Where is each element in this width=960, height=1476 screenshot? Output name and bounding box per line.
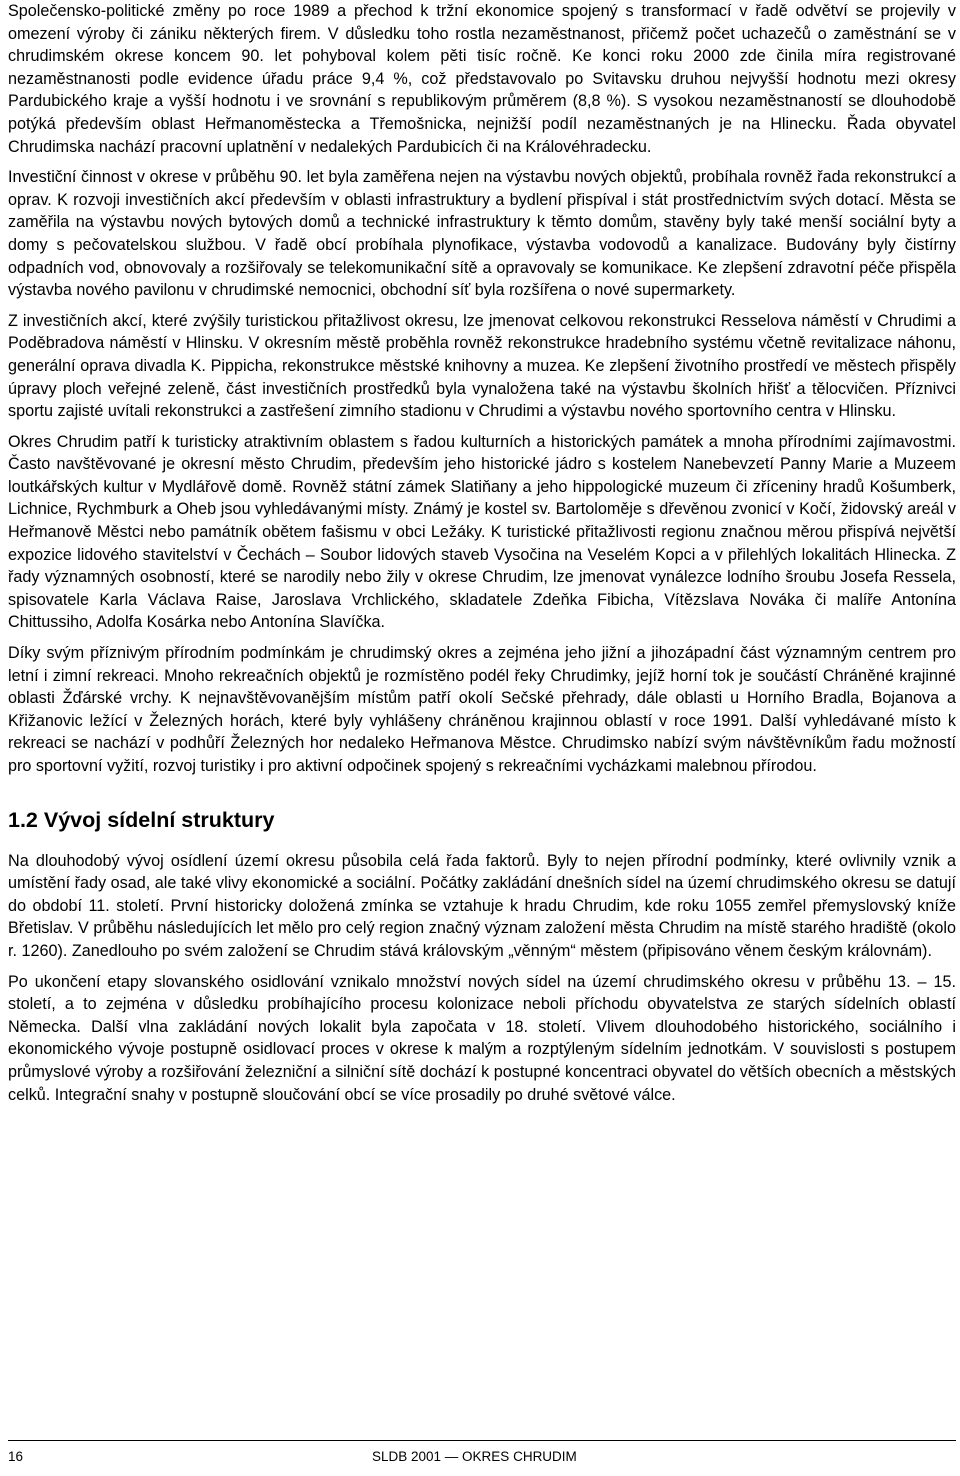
running-title: SLDB 2001 — OKRES CHRUDIM bbox=[372, 1449, 577, 1464]
paragraph-settlement-development: Po ukončení etapy slovanského osidlování vznikalo množství nových sídel na území chrudimského okresu v průběhu 13. – 15. století, a to zejména v důsledku probíhajícího procesu kolonizace neboli příchodu obyvatelstva ze starých sídelních oblastí Německa. Další vlna zakládání nových lokalit byla započata v 18. století. Vlivem dlouhodobého historického, sociálního i ekonomického vývoje postupně osidlovací proces v okrese k malým a rozptýleným sídelním jednotkám. V souvislosti s postupem průmyslové výroby a rozšiřování železniční a silniční sítě dochází k postupné koncentraci obyvatel do větších obecních a městských celků. Integrační snahy v postupně sloučování obcí se více prosadily po druhé světové válce. bbox=[8, 972, 956, 1104]
paragraph-tourism-investment: Z investičních akcí, které zvýšily turistickou přitažlivost okresu, lze jmenovat celkovou rekonstrukci Resselova náměstí v Chrudimi a Poděbradova náměstí v Hlinsku. V okresním městě proběhla rovněž rekonstrukce hradebního systému včetně revitalizace náhonu, generální oprava divadla K. Pippicha, rekonstrukce městské knihovny a muzea. Ke zlepšení životního prostředí ve městech přispěly úpravy ploch veřejné zeleně, část investičních prostředků byla vynaložena také na výstavbu školních hřišť a tělocvičen. Příznivci sportu zajisté uvítali rekonstrukci a zastřešení zimního stadionu v Chrudimi a výstavbu nového sportovního centra v Hlinsku. bbox=[8, 311, 956, 421]
section-heading: 1.2 Vývoj sídelní struktury bbox=[8, 807, 275, 832]
paragraph-settlement-history: Na dlouhodobý vývoj osídlení území okresu působila celá řada faktorů. Byly to nejen přírodní podmínky, které ovlivnily vznik a umístění řady osad, ale také vlivy ekonomické a sociální. Počátky zakládání dnešních sídel na území chrudimského okresu se datují do období 11. století. První historicky doložená zmínka se vztahuje k hradu Chrudim, kde roku 1055 zemřel přemyslovský kníže Břetislav. V průběhu následujících let mělo pro celý region značný význam založení města Chrudim na místě starého hradiště (okolo r. 1260). Zanedlouho po svém založení se Chrudim stává královským „věnným“ městem (připisováno věnem českým královnám). bbox=[8, 851, 956, 960]
paragraph-unemployment: Společensko-politické změny po roce 1989 a přechod k tržní ekonomice spojený s transformací v řadě odvětví se projevily v omezení výroby či zániku některých firem. V důsledku toho rostla nezaměstnanost, přičemž počet uchazečů o zaměstnání se v chrudimském okrese koncem 90. let pohyboval kolem pěti tisíc ročně. Ke konci roku 2000 zde činila míra registrované nezaměstnanosti podle evidence úřadu práce 9,4 %, což představovalo po Svitavsku druhou nejvyšší hodnotu mezi okresy Pardubického kraje a vyšší hodnotu i ve srovnání s republikovým průměrem (8,8 %). S vysokou nezaměstnaností se dlouhodobě potýká především oblast Heřmanoměstecka a Třemošnicka, nejnižší podíl nezaměstnaných je na Hlinecku. Řada obyvatel Chrudimska nachází pracovní uplatnění v nedalekých Pardubicích či na Královéhradecku. bbox=[8, 2, 956, 156]
paragraph-tourism-attractions: Okres Chrudim patří k turisticky atraktivním oblastem s řadou kulturních a historických památek a mnoha přírodními zajímavostmi. Často navštěvované je okresní město Chrudim, především jeho historické jádro s kostelem Nanebevzetí Panny Marie a Muzeem loutkářských kultur v Mydlářově domě. Rovněž státní zámek Slatiňany a jeho hippologické muzeum či zříceniny hradů Košumberk, Lichnice, Rychmburk a Oheb jsou vyhledávanými místy. Známý je kostel sv. Bartoloměje s dřevěnou zvonicí v Kočí, židovský areál v Heřmanově Městci nebo památník obětem fašismu v obci Ležáky. K turistické přitažlivosti regionu značnou měrou přispívá největší expozice lidového stavitelství v Čechách – Soubor lidových staveb Vysočina na Veselém Kopci a v přilehlých lokalitách Hlinecka. Z řady významných osobností, které se narodily nebo žily v okrese Chrudim, lze jmenovat vynálezce lodního šroubu Josefa Ressela, spisovatele Karla Václava Raise, Jaroslava Vrchlického, skladatele Zdeňka Fibicha, Vítězslava Nováka či malíře Antonína Chittussiho, Adolfa Kosárka nebo Antonína Slavíčka. bbox=[8, 432, 956, 632]
footer-divider bbox=[8, 1440, 956, 1441]
paragraph-investment: Investiční činnost v okrese v průběhu 90. let byla zaměřena nejen na výstavbu nových objektů, probíhala rovněž řada rekonstrukcí a oprav. K rozvoji investičních akcí především v oblasti infrastruktury a bydlení přispíval i stát prostřednictvím svých dotací. Města se zaměřila na výstavbu nových bytových domů a technické infrastruktury k těmto domům, stavěny byly také menší sociální byty a domy s pečovatelskou službou. V řadě obcí probíhala plynofikace, výstavba vodovodů a kanalizace. Budovány byly čistírny odpadních vod, obnovovaly a rozšiřovaly se telekomunikační sítě a opravovaly se komunikace. Ke zlepšení zdravotní péče přispěla výstavba nového pavilonu v chrudimské nemocnici, obchodní síť byla rozšířena o nové supermarkety. bbox=[8, 168, 956, 300]
page-content bbox=[8, 0, 956, 1114]
page-number: 16 bbox=[8, 1449, 24, 1464]
paragraph-recreation: Díky svým příznivým přírodním podmínkám je chrudimský okres a zejména jeho jižní a jihozápadní část významným centrem pro letní i zimní rekreaci. Mnoho rekreačních objektů je rozmístěno podél řeky Chrudimky, jejíž horní tok je součástí Chráněné krajinné oblasti Žďárské vrchy. K nejnavštěvovanějším místům patří okolí Sečské přehrady, dále oblasti u Horního Bradla, Bojanova a Křižanovic ležící v Železných horách, které byly vyhlášeny chráněnou krajinnou oblastí v roce 1991. Další vyhledávané místo k rekreaci se nachází v podhůří Železných hor nedaleko Heřmanova Městce. Chrudimsko nabízí svým návštěvníkům řadu možností pro sportovní vyžití, rozvoj turistiky i pro aktivní odpočinek spojený s rekreačními vycházkami malebnou přírodou. bbox=[8, 644, 956, 775]
